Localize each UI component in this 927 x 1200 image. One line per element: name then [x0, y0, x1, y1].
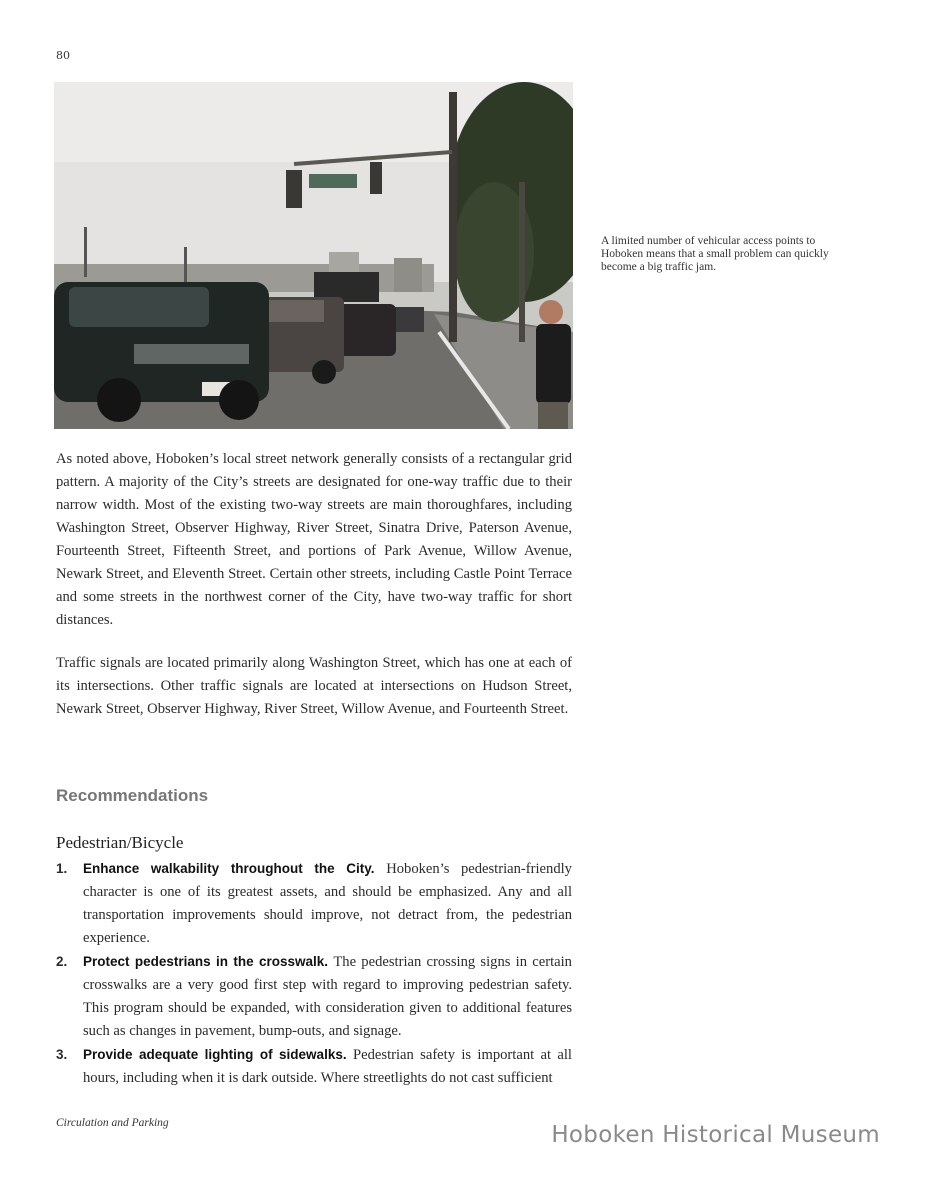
section-heading: Recommendations	[56, 786, 209, 805]
item-number: 1.	[56, 861, 68, 876]
body-paragraph: Traffic signals are located primarily along Washington Street, which has one at each of its intersections. Other traffic signals are located at intersections on Hudson Street, Newark Street, Observer Highway, River Street, Willow Avenue, and Fourteenth Street.	[56, 655, 572, 717]
recommendation-item	[56, 1043, 572, 1090]
item-text: Hoboken’s pedestrian-friendly character is one of its greatest assets, and should be emphasized. Any and all transportation improvements should improve, not detract from, the pedestrian experience.	[83, 861, 572, 946]
subsection-heading: Pedestrian/Bicycle	[56, 833, 184, 852]
item-text: Pedestrian safety is important at all hours, including when it is dark outside. Where streetlights do not cast sufficient	[83, 1047, 572, 1086]
recommendation-item	[56, 950, 572, 1043]
item-title: Provide adequate lighting of sidewalks.	[83, 1047, 354, 1062]
item-title: Enhance walkability throughout the City.	[83, 861, 387, 876]
item-number: 2.	[56, 954, 68, 969]
item-text: The pedestrian crossing signs in certain crosswalks are a very good first step with regard to improving pedestrian safety. This program should be expanded, with consideration given to additional features such as changes in pavement, bump-outs, and signage.	[83, 954, 572, 1039]
item-number: 3.	[56, 1047, 68, 1062]
body-paragraph: As noted above, Hoboken’s local street network generally consists of a rectangular grid pattern. A majority of the City’s streets are designated for one-way traffic due to their narrow width. Most of the existing two-way streets are main thoroughfares, including Washington Street, Observer Highway, River Street, Sinatra Drive, Paterson Avenue, Fourteenth Street, Fifteenth Street, and portions of Park Avenue, Willow Avenue, Newark Street, and Eleventh Street. Certain other streets, including Castle Point Terrace and some streets in the northwest corner of the City, have two-way traffic for short distances.	[56, 451, 572, 628]
watermark: Hoboken Historical Museum	[551, 1122, 880, 1148]
photo-caption: A limited number of vehicular access points to Hoboken means that a small problem can quickly become a big traffic jam.	[601, 235, 829, 273]
recommendation-list	[56, 857, 572, 1090]
item-title: Protect pedestrians in the crosswalk.	[83, 954, 334, 969]
page-number: 80	[56, 49, 70, 62]
recommendation-item	[56, 857, 572, 950]
running-footer: Circulation and Parking	[56, 1117, 169, 1129]
traffic-photo	[54, 82, 573, 429]
